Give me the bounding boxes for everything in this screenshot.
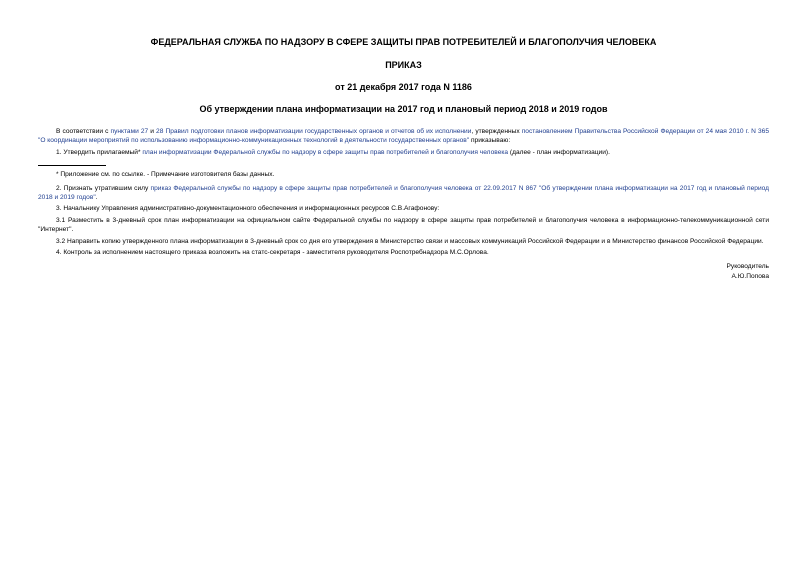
doc-type-heading: ПРИКАЗ	[385, 60, 422, 70]
agency-heading: ФЕДЕРАЛЬНАЯ СЛУЖБА ПО НАДЗОРУ В СФЕРЕ ЗАЩИТЫ ПРАВ ПОТРЕБИТЕЛЕЙ И БЛАГОПОЛУЧИЯ ЧЕЛОВЕКА	[150, 37, 657, 47]
item-2-text: .	[95, 194, 98, 202]
document-body	[38, 127, 769, 281]
date-number-heading: от 21 декабря 2017 года N 1186	[335, 82, 472, 92]
preamble-text: и	[148, 128, 157, 135]
item-1-text: (далее - план информатизации).	[508, 148, 610, 156]
signature-name: А.Ю.Попова	[731, 272, 769, 280]
signature-position: Руководитель	[726, 263, 769, 271]
preamble-text: В соответствии с	[56, 128, 111, 135]
link-clause-28[interactable]: 28	[156, 128, 164, 135]
item-2	[38, 184, 769, 203]
document-title: Об утверждении плана информатизации на 2017 год и плановый период 2018 и 2019 годов	[199, 104, 608, 114]
item-1	[38, 148, 769, 157]
item-4: 4. Контроль за исполнением настоящего приказа возложить на статс-секретаря - заместителя руководителя Роспотребнадзора М.С.Орлова.	[56, 249, 489, 257]
item-1-text: 1. Утвердить прилагаемый*	[56, 148, 143, 156]
signature-block	[38, 262, 769, 281]
item-2-text: 2. Признать утратившим силу	[56, 184, 151, 192]
preamble-text: приказываю:	[469, 137, 511, 145]
footnote: * Приложение см. по ссылке. - Примечание изготовителя базы данных.	[56, 171, 275, 179]
link-rules[interactable]: Правил подготовки планов информатизации государственных органов и отчетов об их исполнении	[165, 128, 472, 135]
link-government-decree[interactable]: постановлением Правительства Российской Федерации от 24 мая 2010 г. N 365 "О координации мероприятий по использованию информационно-коммуникационных технологий в деятельности государственных органов"	[38, 128, 769, 145]
preamble-paragraph	[38, 127, 769, 146]
item-3: 3. Начальнику Управления административно-документационного обеспечения и информационных ресурсов С.В.Агафонову:	[56, 205, 440, 213]
item-3-2: 3.2 Направить копию утвержденного плана информатизации в 3-дневный срок со дня его утверждения в Министерство связи и массовых коммуникаций Российской Федерации и в Министерство финансов Российской Федерации.	[56, 237, 764, 245]
link-clauses-27[interactable]: пунктами 27	[110, 128, 149, 135]
footnote-separator	[38, 165, 106, 166]
preamble-text: , утвержденных	[471, 128, 522, 135]
item-3-1: 3.1 Разместить в 3-дневный срок план информатизации на официальном сайте Федеральной службы по надзору в сфере защиты прав потребителей и благополучия человека в информационно-телекоммуникационной сети "Интернет".	[38, 216, 769, 234]
link-informatization-plan[interactable]: план информатизации Федеральной службы по надзору в сфере защиты прав потребителей и благополучия человека	[142, 148, 509, 156]
link-order-867[interactable]: приказ Федеральной службы по надзору в сфере защиты прав потребителей и благополучия человека от 22.09.2017 N 867 "Об утверждении плана информатизации на 2017 год и плановый период 2018 и 2019 годов"	[38, 184, 769, 202]
